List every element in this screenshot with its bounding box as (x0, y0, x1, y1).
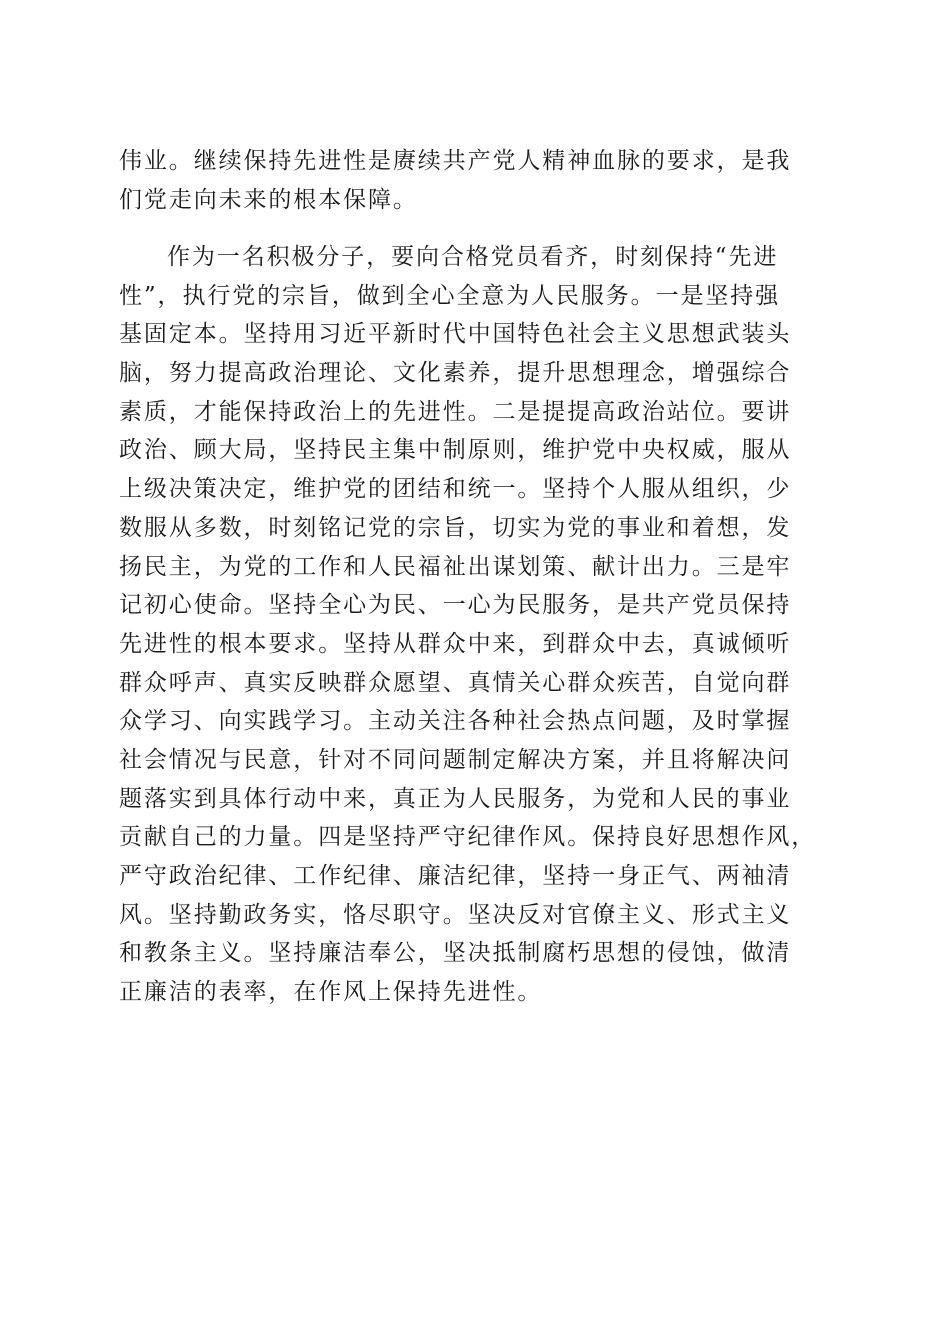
paragraph-line: 众学习、向实践学习。主动关注各种社会热点问题，及时掌握 (119, 708, 792, 735)
paragraph-line: 和教条主义。坚持廉洁奉公，坚决抵制腐朽思想的侵蚀，做清 (119, 940, 792, 967)
paragraph-line: 上级决策决定，维护党的团结和统一。坚持个人服从组织，少 (119, 476, 792, 503)
paragraph-line: 们党走向未来的根本保障。 (119, 186, 418, 213)
paragraph-line: 严守政治纪律、工作纪律、廉洁纪律，坚持一身正气、两袖清 (119, 863, 792, 889)
paragraph-line: 政治、顾大局，坚持民主集中制原则，维护党中央权威，服从 (119, 437, 792, 464)
paragraph-line: 记初心使命。坚持全心为民、一心为民服务，是共产党员保持 (119, 592, 792, 619)
paragraph-line: 基固定本。坚持用习近平新时代中国特色社会主义思想武装头 (119, 321, 792, 348)
paragraph-2 (119, 238, 831, 1012)
paragraph-line: 正廉洁的表率，在作风上保持先进性。 (119, 979, 543, 1006)
paragraph-line: 贡献自己的力量。四是坚持严守纪律作风。保持良好思想作风， (119, 824, 817, 851)
paragraph-line: 先进性的根本要求。坚持从群众中来，到群众中去，真诚倾听 (119, 630, 792, 657)
paragraph-line: 扬民主，为党的工作和人民福祉出谋划策、献计出力。三是牢 (119, 553, 792, 580)
paragraph-line: 风。坚持勤政务实，恪尽职守。坚决反对官僚主义、形式主义 (119, 901, 792, 928)
paragraph-line: 素质，才能保持政治上的先进性。二是提提高政治站位。要讲 (119, 398, 792, 425)
paragraph-1 (119, 142, 831, 219)
paragraph-line: 伟业。继续保持先进性是赓续共产党人精神血脉的要求，是我 (119, 148, 792, 174)
paragraph-line: 群众呼声、真实反映群众愿望、真情关心群众疾苦，自觉向群 (119, 669, 792, 696)
paragraph-line: 数服从多数，时刻铭记党的宗旨，切实为党的事业和着想，发 (119, 514, 792, 541)
paragraph-line: 题落实到具体行动中来，真正为人民服务，为党和人民的事业 (119, 785, 792, 812)
paragraph-line: 作为一名积极分子，要向合格党员看齐，时刻保持“先进 (167, 244, 779, 270)
paragraph-line: 社会情况与民意，针对不同问题制定解决方案，并且将解决问 (119, 746, 792, 773)
paragraph-line: 性”，执行党的宗旨，做到全心全意为人民服务。一是坚持强 (119, 282, 781, 309)
paragraph-line: 脑，努力提高政治理论、文化素养，提升思想理念，增强综合 (119, 360, 792, 387)
